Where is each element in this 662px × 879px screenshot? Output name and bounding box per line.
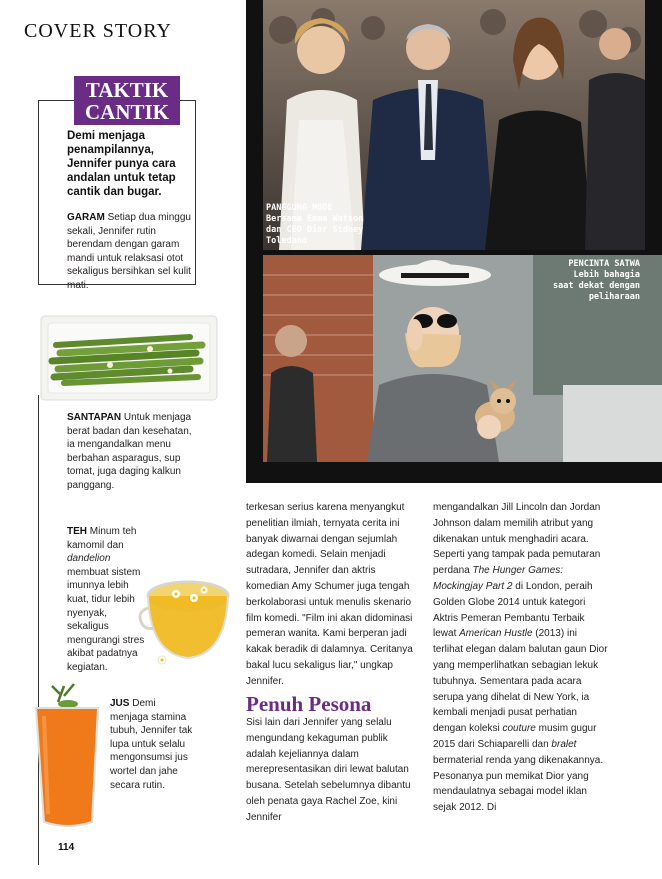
article-text: musim gugur 2015 dari Schiaparelli dan [433,723,597,750]
tip-text: Demi menjaga stamina tubuh, Jennifer tak lupa untuk selalu mengonsumsi jus wortel dan jahe secara rutin. [110,698,193,791]
tip-text: Setiap dua minggu sekali, Jennifer rutin berendam dengan garam mandi untuk relaksasi otot sekaligus bersihkan sel kulit mati. [67,212,191,291]
tip-text: Untuk menjaga berat badan dan kesehatan, ia mengandalkan menu berbahan asparagus, sup tomat, juga daging kalkun panggang. [67,412,192,491]
film-title: The Hunger Games: Mockingjay Part 2 [433,565,564,592]
page-number: 114 [58,842,75,853]
film-title: American Hustle [459,628,533,640]
article-subheading: Penuh Pesona [246,692,372,716]
article-column-1-part2: Sisi lain dari Jennifer yang selalu mengundang kekaguman publik adalah kejeliannya dalam merepresentasikan diri lewat balutan busana. Setelah sebelumnya dibantu oleh penata gaya Rachel Zoe, kini Jennifer [246,717,411,823]
carrot-juice-image [30,682,104,832]
tip-label: GARAM [67,212,105,223]
photo1-caption-text: Bersama Emma Watson dan CEO Dior Sidney Toledano [266,214,364,246]
article-text: bermaterial renda yang dikenakannya. Pesonanya pun memikat Dior yang mendaulatnya sebagai model iklan sejak 2012. Di [433,754,604,814]
tip-jus [110,697,194,792]
sidebar-title-line2: CANTIK [84,100,169,124]
chamomile-tea-image [136,566,232,670]
asparagus-plate-image [40,315,218,401]
article-text: di London, peraih Golden Globe 2014 untuk kategori Aktris Pemeran Pembantu Terbaik lewat [433,580,593,640]
photo1-caption [266,203,366,247]
tip-text: Minum teh kamomil dan [67,526,137,551]
tip-text-italic: dandelion [67,553,111,565]
tip-text: membuat sistem imunnya lebih kuat, tidur lebih nyenyak, sekaligus mengurangi stres akibat padatnya kegiatan. [67,566,145,673]
tip-label: TEH [67,526,87,537]
tip-label: JUS [110,698,130,709]
sidebar-title-line1: TAKTIK [85,78,169,102]
sidebar-title [74,76,180,125]
photo2-caption-label: PENCINTA SATWA [568,259,640,269]
italic-term: couture [502,723,536,735]
tip-label: SANTAPAN [67,412,122,423]
tip-garam [67,211,193,293]
sidebar-intro: Demi menjaga penampilannya, Jennifer punya cara andalan untuk tetap cantik dan bugar. [67,130,176,198]
italic-term: bralet [551,738,577,750]
tip-santapan [67,411,193,493]
photo2-caption [548,259,640,303]
article-text: (2013) ini terlihat elegan dalam balutan gaun Dior yang memperlihatkan sebagian lekuk tubuhnya. Sementara pada acara serupa yang dihelat di New York, ia kembali menjadi pusat perhatian dengan koleksi [433,628,608,735]
article-column-2 [433,500,609,816]
section-header: COVER STORY [24,20,172,42]
photo1-caption-label: PANGGUNG MODE [266,203,333,213]
article-text: mengandalkan Jill Lincoln dan Jordan Johnson dalam memilih atribut yang dikenakan untuk menghadiri acara. Seperti yang tampak pada pemutaran perdana [433,502,601,577]
article-column-1-part1: terkesan serius karena menyangkut penelitian ilmiah, ternyata cerita ini banyak diwarnai dengan sejumlah adegan komedi. Selain menjadi sutradara, Jennifer dan aktris komedian Amy Schumer juga tengah berkolaborasi untuk menulis skenario film komedi. "Film ini akan didominasi pemeran wanita. Kami berperan jadi kakak beradik di dalamnya. Ceritanya bakal lucu sekaligus liar," ungkap Jennifer. [246,502,413,687]
photo2-caption-text: Lebih bahagia saat dekat dengan peliharaan [553,270,640,302]
